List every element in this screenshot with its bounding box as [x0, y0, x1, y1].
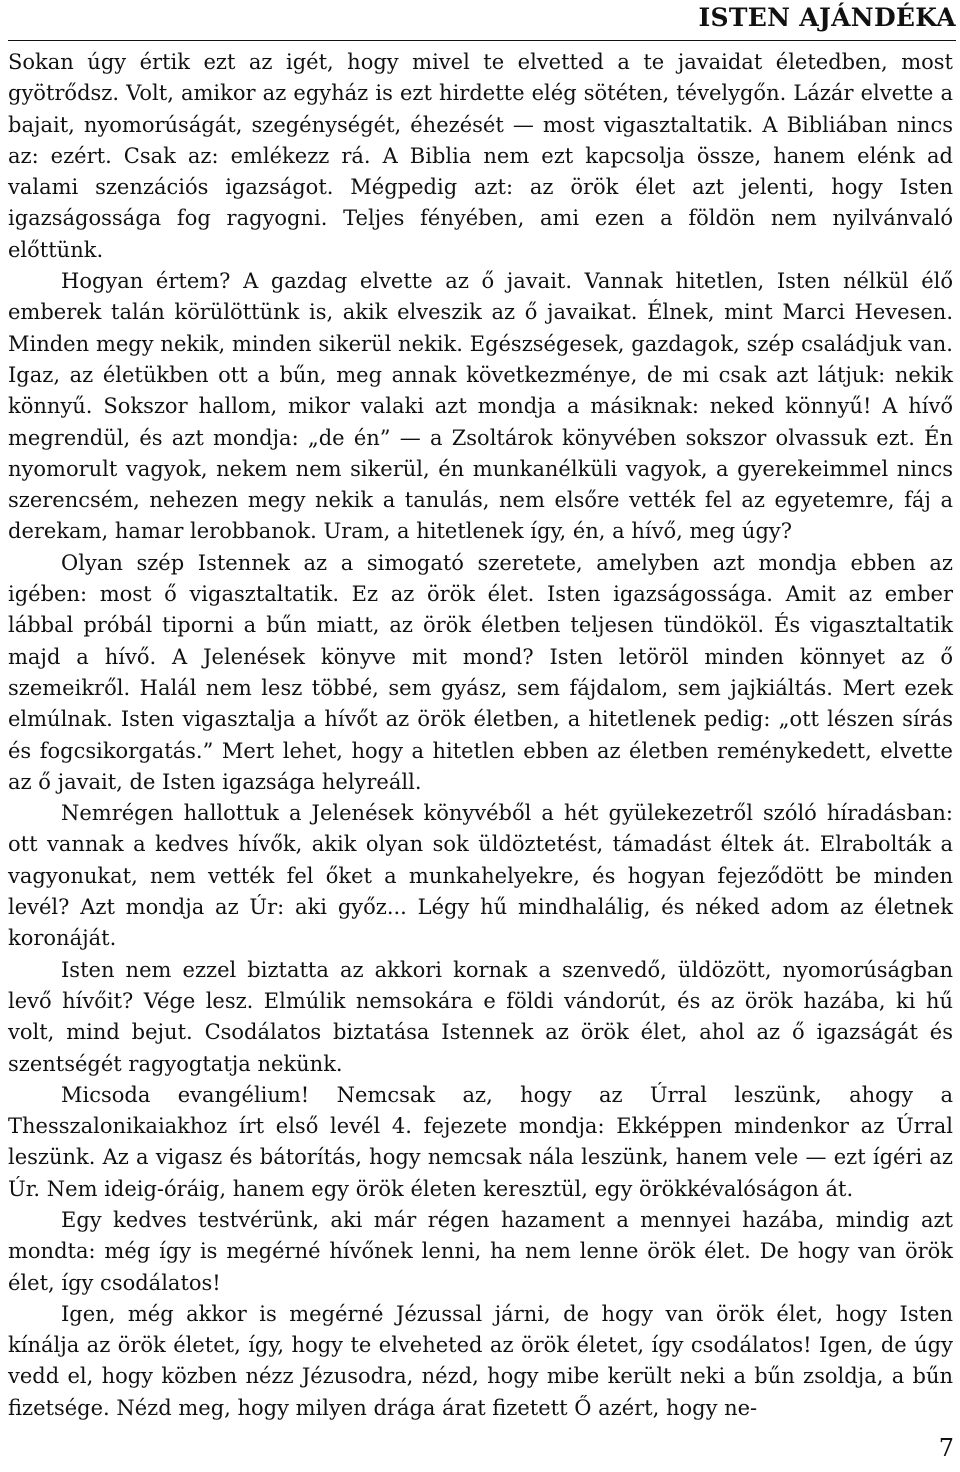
paragraph: Micsoda evangélium! Nemcsak az, hogy az Úrral leszünk, ahogy a Thesszalonikaiakhoz írt első levél 4. fejezete mondja: Ekképpen mindenkor az Úrral leszünk. Az a vigasz és bátorítás, hogy nemcsak nála leszünk, hanem vele — ezt ígéri az Úr. Nem ideig-óráig, hanem egy örök életen keresztül, egy örökkévalóságon át. [8, 1082, 953, 1201]
paragraph: Hogyan értem? A gazdag elvette az ő javait. Vannak hitetlen, Isten nélkül élő emberek talán körülöttünk is, akik elveszik az ő javaikat. Élnek, mint Marci Hevesen. Minden megy nekik, minden sikerül nekik. Egészségesek, gazdagok, szép családjuk van. Igaz, az életükben ott a bűn, meg annak következménye, de mi csak azt látjuk: nekik könnyű. Sokszor hallom, mikor valaki azt mondja a másiknak: neked könnyű! A hívő megrendül, és azt mondja: „de én” — a Zsoltárok könyvében sokszor olvassuk ezt. Én nyomorult vagyok, nekem nem sikerül, én munkanélküli vagyok, a gyerekeimmel nincs szerencsém, nehezen megy nekik a tanulás, nem elsőre vették fel az egyetemre, fáj a derekam, hamar lerobbanok. Uram, a hitetlenek így, én, a hívő, meg úgy? [8, 269, 953, 544]
page-number: 7 [938, 1434, 954, 1462]
running-header-title: ISTEN AJÁNDÉKA [698, 3, 956, 32]
paragraph: Isten nem ezzel biztatta az akkori kornak a szenvedő, üldözött, nyomorúságban levő hívőit? Vége lesz. Elmúlik nemsokára e földi vándorút, és az örök hazába, ki hű volt, mind bejut. Csodálatos biztatása Istennek az örök élet, ahol az ő igazságát és szentségét ragyogtatja nekünk. [8, 957, 953, 1076]
running-header [8, 0, 956, 41]
body-text [8, 47, 953, 1424]
paragraph: Egy kedves testvérünk, aki már régen hazament a mennyei hazába, mindig azt mondta: még így is megérné hívőnek lenni, ha nem lenne örök élet. De hogy van örök élet, így csodálatos! [8, 1207, 953, 1295]
paragraph: Sokan úgy értik ezt az igét, hogy mivel te elvetted a te javaidat életedben, most gyötrődsz. Volt, amikor az egyház is ezt hirdette elég sötéten, tévelygőn. Lázár elvette a bajait, nyomorúságát, szegénységét, éhezését — most vigasztaltatik. A Bibliában nincs az: ezért. Csak az: emlékezz rá. A Biblia nem ezt kapcsolja össze, hanem elénk ad valami szenzációs igazságot. Mégpedig azt: az örök élet azt jelenti, hogy Isten igazságossága fog ragyogni. Teljes fényében, ami ezen a földön nem nyilvánvaló előttünk. [8, 50, 953, 262]
paragraph: Igen, még akkor is megérné Jézussal járni, de hogy van örök élet, hogy Isten kínálja az örök életet, így, hogy te elveheted az örök életet, így csodálatos! Igen, de úgy vedd el, hogy közben nézz Jézusodra, nézd, hogy mibe került neki a bűn zsoldja, a bűn fizetsége. Nézd meg, hogy milyen drága árat fizetett Ő azért, hogy ne- [8, 1301, 953, 1420]
paragraph: Nemrégen hallottuk a Jelenések könyvéből a hét gyülekezetről szóló híradásban: ott vannak a kedves hívők, akik olyan sok üldöztetést, támadást éltek át. Elrabolták a vagyonukat, nem vették fel őket a munkahelyekre, és hogyan fejeződött be minden levél? Azt mondja az Úr: aki győz... Légy hű mindhalálig, és néked adom az életnek koronáját. [8, 801, 953, 951]
paragraph: Olyan szép Istennek az a simogató szeretete, amelyben azt mondja ebben az igében: most ő vigasztaltatik. Ez az örök élet. Isten igazságossága. Amit az ember lábbal próbál tiporni a bűn miatt, az örök életben teljesen tündököl. És vigasztaltatik majd a hívő. A Jelenések könyve mit mond? Isten letöröl minden könnyet az ő szemeikről. Halál nem lesz többé, sem gyász, sem fájdalom, sem jajkiáltás. Mert ezek elmúlnak. Isten vigasztalja a hívőt az örök életben, a hitetlenek pedig: „ott lészen sírás és fogcsikorgatás.” Mert lehet, hogy a hitetlen ebben az életben reménykedett, elvette az ő javait, de Isten igazsága helyreáll. [8, 550, 953, 794]
